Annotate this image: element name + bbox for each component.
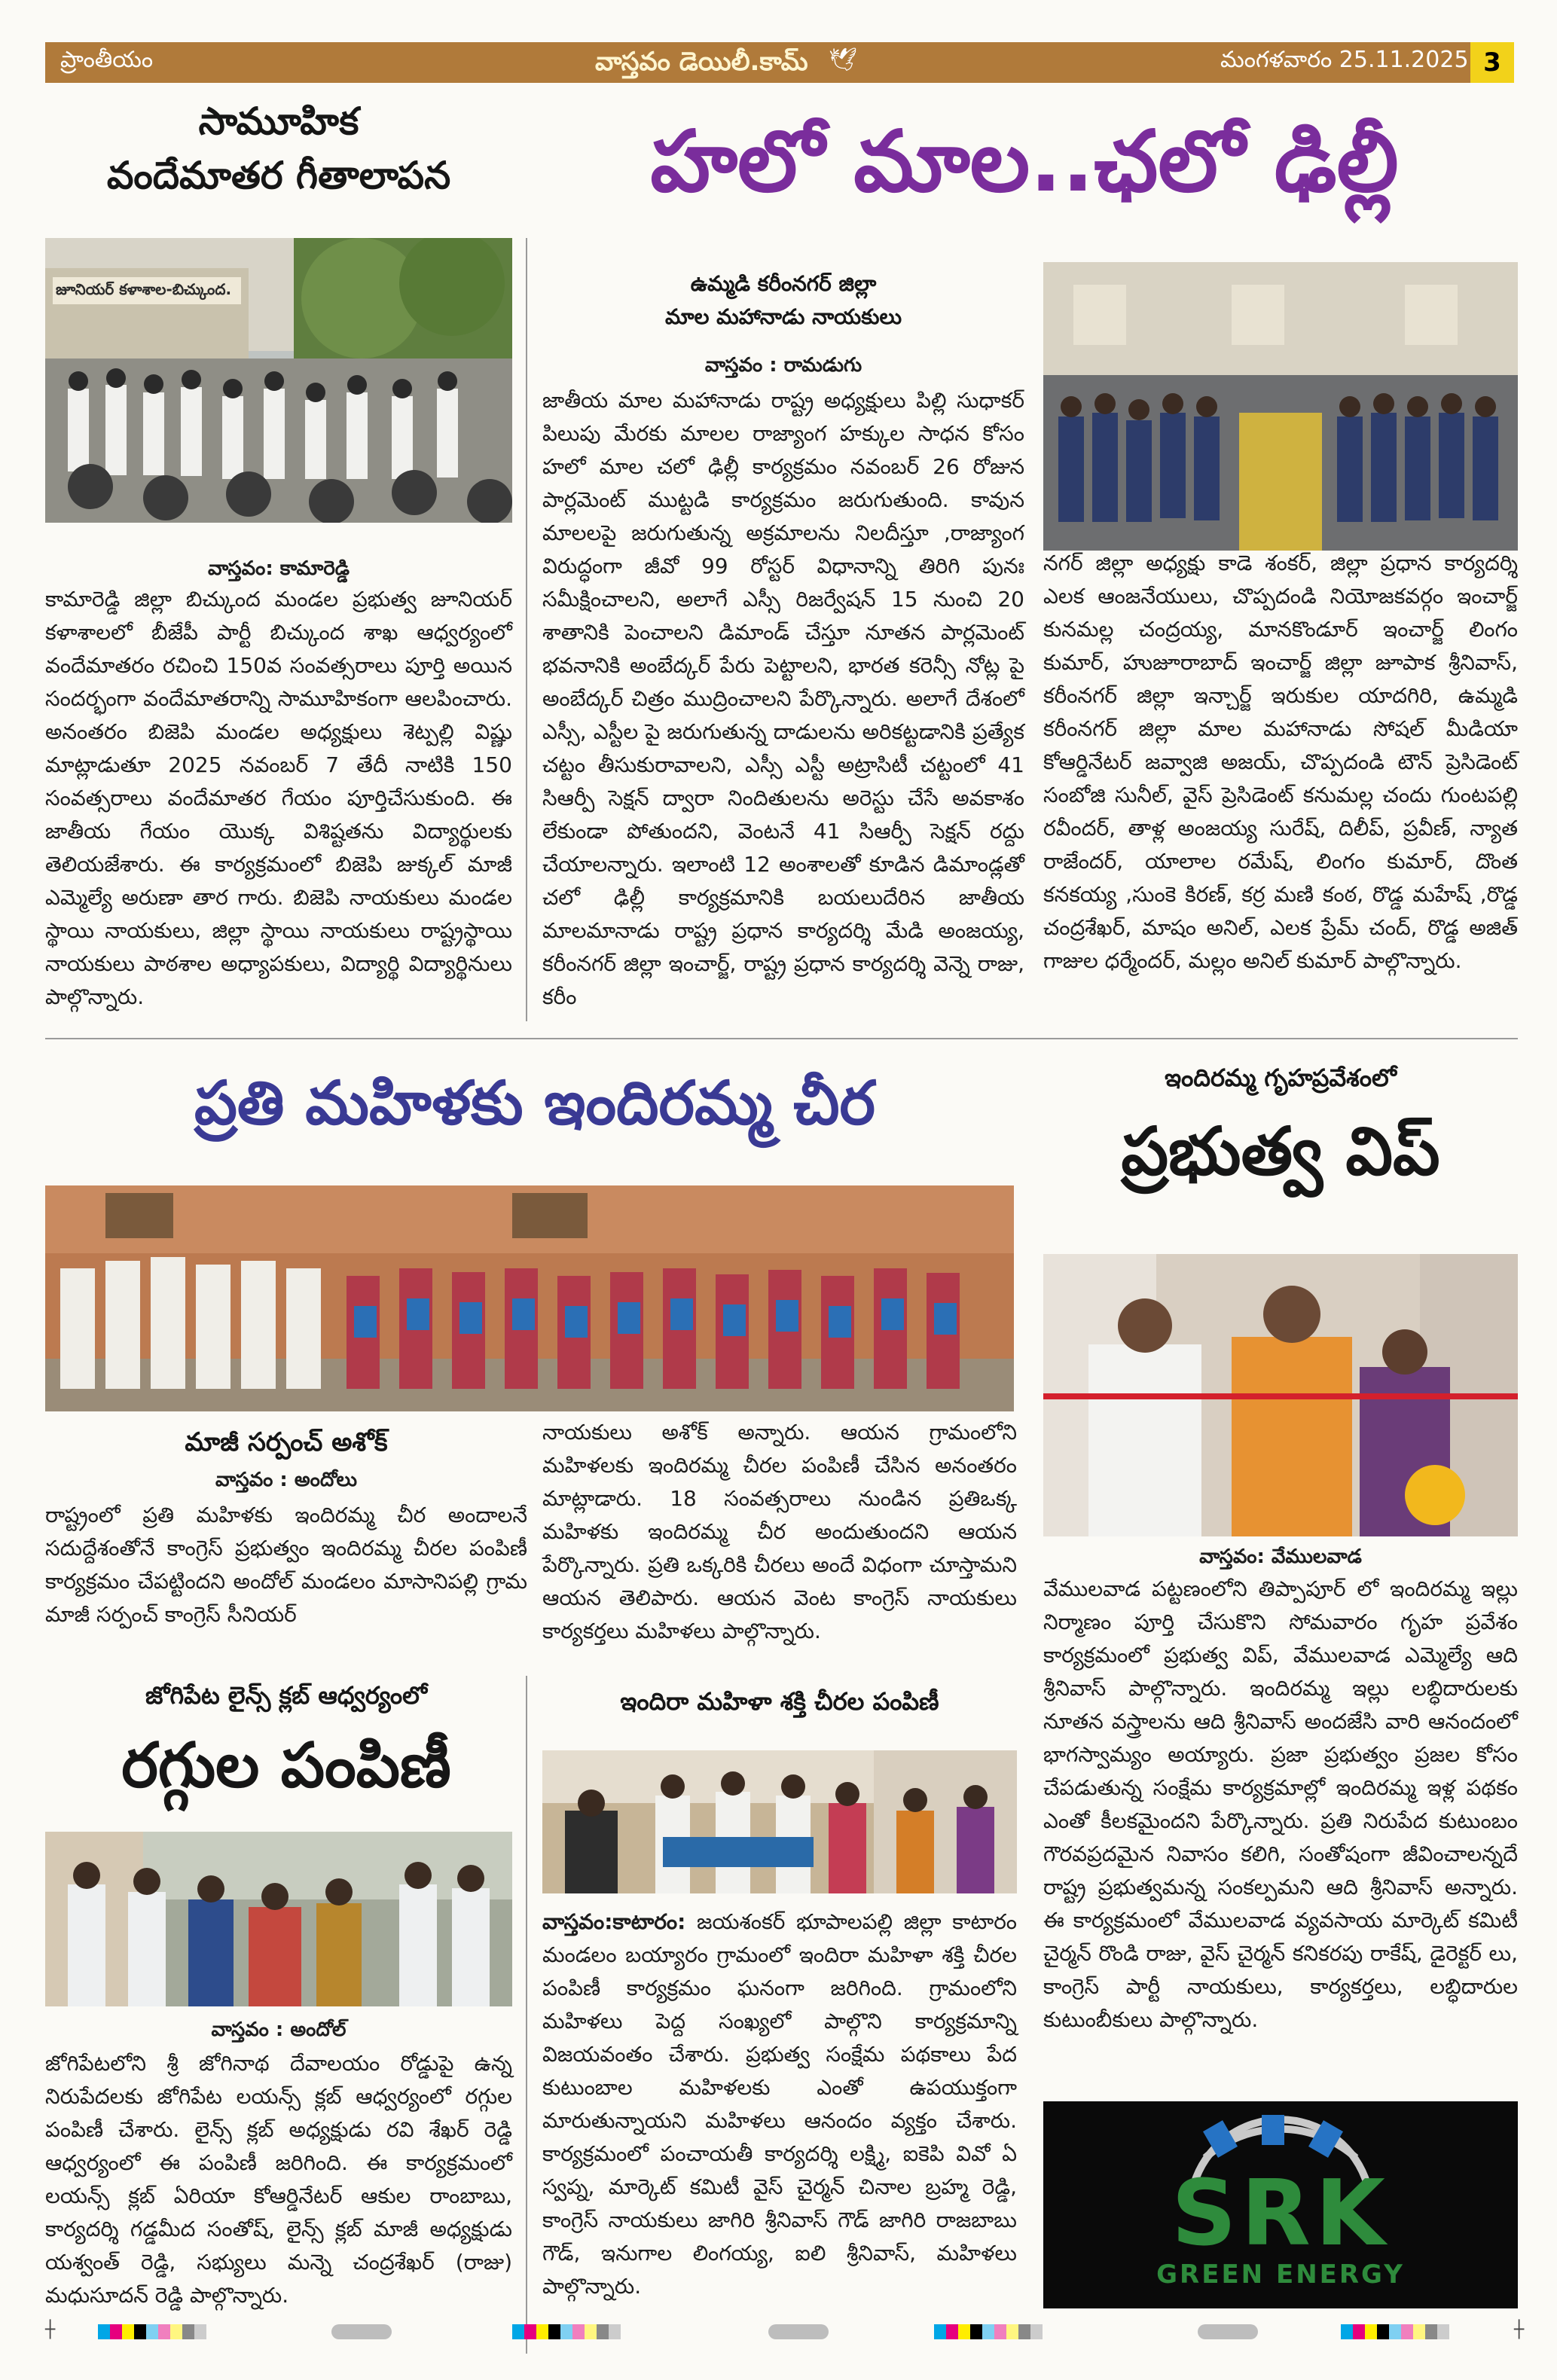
cheera-body-col1: రాష్ట్రంలో ప్రతి మహిళకు ఇందిరమ్మ చీర అందాలనే సదుద్దేశంతోనే కాంగ్రెస్ ప్రభుత్వం ఇందిరమ్మ చీరల పంపిణీ కార్యక్రమం చేపట్టిందని అందోల్ మండలం మాసానిపల్లి గ్రామ మాజీ సర్పంచ్ కాంగ్రెస్ సీనియర్ — [45, 1503, 527, 1627]
section-label: ప్రాంతీయం — [60, 47, 154, 73]
vip-dateline: వాస్తవం: వేములవాడ — [1199, 1545, 1362, 1568]
mahila-body — [542, 1906, 1017, 2342]
registration-mark-icon: ┼ — [1514, 2320, 1525, 2339]
column-rule — [526, 1676, 527, 2354]
ruggulu-headline: రగ్గుల పంపిణీ — [121, 1730, 451, 1802]
delhi-headline: హలో మాల..ఛలో ఢిల్లీ — [650, 113, 1399, 211]
page-header-bar — [45, 42, 1514, 83]
vande-photo — [45, 238, 512, 523]
column-rule — [526, 238, 527, 1021]
delhi-body-col1: జాతీయ మాల మహానాడు రాష్ట్ర అధ్యక్షులు పిల్లి సుధాకర్ పిలుపు మేరకు మాలల రాజ్యాంగ హక్కుల సాధన కోసం హలో మాల చలో ఢిల్లీ కార్యక్రమం నవంబర్ 26 రోజున పార్లమెంట్ ముట్టడి కార్యక్రమం జరుగుతుంది. కావున మాలలపై జరుగుతున్న అక్రమాలను నిలదీస్తూ ,రాజ్యాంగ విరుద్ధంగా జీవో 99 రోస్టర్ విధానాన్ని తిరిగి పునః సమీక్షించాలని, అలాగే ఎస్సీ రిజర్వేషన్ 15 నుంచి 20 శాతానికి పెంచాలని డిమాండ్ చేస్తూ నూతన పార్లమెంట్ భవనానికి అంబేద్కర్ పేరు పెట్టాలని, భారత కరెన్సీ నోట్ల పై అంబేద్కర్ చిత్రం ముద్రించాలని పేర్కొన్నారు. అలాగే దేశంలో ఎస్సీ, ఎస్టీల పై జరుగుతున్న దాడులను అరికట్టడానికి ప్రత్యేక చట్టం తీసుకురావాలని, ఎస్సీ ఎస్టీ అట్రాసిటీ చట్టంలో 41 సిఆర్పీ సెక్షన్ ద్వారా నిందితులను అరెస్టు చేసే అవకాశం లేకుండా పోతుందని, వెంటనే 41 సిఆర్పీ సెక్షన్ రద్దు చేయాలన్నారు. ఇలాంటి 12 అంశాలతో కూడిన డిమాండ్లతో చలో ఢిల్లీ కార్యక్రమానికి బయలుదేరిన జాతీయ మాలమానాడు రాష్ట్ర ప్రధాన కార్యదర్శి మేడి అంజయ్య, కరీంనగర్ జిల్లా ఇంచార్జ్, రాష్ట్ర ప్రధాన కార్యదర్శి వెన్నె రాజు, కరీం — [542, 388, 1024, 1009]
delhi-dateline: వాస్తవం : రామడుగు — [704, 354, 862, 377]
vip-body: వేములవాడ పట్టణంలోని తిప్పాపూర్ లో ఇందిరమ్మ ఇల్లు నిర్మాణం పూర్తి చేసుకొని సోమవారం గృహ ప్రవేశం కార్యక్రమంలో ప్రభుత్వ విప్, వేములవాడ ఎమ్మెల్యే ఆది శ్రీనివాస్ పాల్గొన్నారు. ఇందిరమ్మ ఇల్లు లబ్ధిదారులకు నూతన వస్త్రాలను ఆది శ్రీనివాస్ అందజేసి వారి ఆనందంలో భాగస్వామ్యం అయ్యారు. ప్రజా ప్రభుత్వం ప్రజల కోసం చేపడుతున్న సంక్షేమ కార్యక్రమాల్లో ఇందిరమ్మ ఇళ్ల పథకం ఎంతో కీలకమైందని పేర్కొన్నారు. ప్రతి నిరుపేద కుటుంబం గౌరవప్రదమైన నివాసం కలిగి, సంతోషంగా జీవించాలన్నదే రాష్ట్ర ప్రభుత్వమన్న సంకల్పమని ఆది శ్రీనివాస్ అన్నారు. ఈ కార్యక్రమంలో వేములవాడ వ్యవసాయ మార్కెట్ కమిటీ చైర్మన్ రొండి రాజు, వైస్ చైర్మన్ కనికరపు రాకేష్, డైరెక్టర్ లు, కాంగ్రెస్ పార్టీ నాయకులు, కార్యకర్తలు, లబ్ధిదారుల కుటుంబీకులు పాల్గొన్నారు. — [1043, 1576, 1518, 2032]
header-date: మంగళవారం 25.11.2025 — [1220, 47, 1469, 73]
vande-body: కామారెడ్డి జిల్లా బిచ్కుంద మండల ప్రభుత్వ జూనియర్ కళాశాలలో బీజేపీ పార్టీ బిచ్కుంద శాఖ ఆధ్వర్యంలో వందేమాతరం రచించి 150వ సంవత్సరాలు పూర్తి అయిన సందర్భంగా వందేమాతరాన్ని సామూహికంగా ఆలపించారు. అనంతరం బిజెపి మండల అధ్యక్షులు శెట్పల్లి విష్ణు మాట్లాడుతూ 2025 నవంబర్ 7 తేదీ నాటికి 150 సంవత్సరాలు వందేమాతర గేయం పూర్తిచేసుకుంది. ఈ జాతీయ గేయం యొక్క విశిష్టతను విద్యార్థులకు తెలియజేశారు. ఈ కార్యక్రమంలో బిజెపి జుక్కల్ మాజీ ఎమ్మెల్యే అరుణా తార గారు. బిజెపి నాయకులు మండల స్థాయి నాయకులు, జిల్లా స్థాయి నాయకులు రాష్ట్రస్థాయి నాయకులు పాఠశాల అధ్యాపకులు, విద్యార్థి విద్యార్థినులు పాల్గొన్నారు. — [45, 587, 512, 1009]
registration-mark-icon: ┼ — [45, 2320, 56, 2339]
color-bar — [1198, 2324, 1258, 2339]
color-bar — [512, 2324, 621, 2339]
mahila-headline: ఇందిరా మహిళా శక్తి చీరల పంపిణీ — [620, 1687, 939, 1716]
vande-headline-line2: వందేమాతర గీతాలాపన — [106, 154, 451, 197]
delhi-subhead-line2: మాల మహానాడు నాయకులు — [664, 304, 902, 329]
masthead: వాస్తవం డెయిలీ.కామ్ — [595, 47, 808, 77]
color-bar — [331, 2324, 392, 2339]
mahila-dateline: వాస్తవం:కాటారం: — [542, 1909, 686, 1934]
page-number: 3 — [1470, 42, 1514, 83]
ruggulu-dateline: వాస్తవం : అందోల్ — [211, 2018, 347, 2041]
cheera-photo — [45, 1185, 1014, 1411]
college-signboard: జూనియర్ కళాశాల-బిచ్కుంద. — [56, 280, 232, 298]
cheera-headline: ప్రతి మహిళకు ఇందిరమ్మ చీర — [194, 1068, 875, 1138]
delhi-photo — [1043, 262, 1518, 551]
mahila-body-text: జయశంకర్ భూపాలపల్లి జిల్లా కాటారం మండలం బయ్యారం గ్రామంలో ఇందిరా మహిళా శక్తి చీరల పంపిణీ కార్యక్రమం ఘనంగా జరిగింది. గ్రామంలోని మహిళలు పెద్ద సంఖ్యలో పాల్గొని కార్యక్రమాన్ని విజయవంతం చేశారు. ప్రభుత్వ సంక్షేమ పథకాలు పేద కుటుంబాల మహిళలకు ఎంతో ఉపయుక్తంగా మారుతున్నాయని మహిళలు ఆనందం వ్యక్తం చేశారు. కార్యక్రమంలో పంచాయతీ కార్యదర్శి లక్ష్మి, ఐకెపి వివో ఏ స్వప్న, మార్కెట్ కమిటీ వైస్ చైర్మన్ చినాల బ్రహ్మ రెడ్డి, కాంగ్రెస్ నాయకులు జాగిరి శ్రీనివాస్ గౌడ్ జాగిరి రాజబాబు గౌడ్, ఇనుగాల లింగయ్య, ఐలి శ్రీనివాస్, మహిళలు పాల్గొన్నారు. — [542, 1909, 1017, 2299]
delhi-subhead — [542, 267, 1024, 334]
color-bar — [768, 2324, 829, 2339]
srk-logo: SRK — [1171, 2162, 1390, 2266]
cheera-dateline: వాస్తవం : అందోలు — [215, 1469, 357, 1491]
delhi-body-col2: నగర్ జిల్లా అధ్యక్షు కాడె శంకర్, జిల్లా ప్రధాన కార్యదర్శి ఎలక ఆంజనేయులు, చొప్పదండి నియోజకవర్గం ఇంచార్జ్ కునమల్ల చంద్రయ్య, మానకొండూర్ ఇంచార్జ్ లింగం కుమార్, హుజూరాబాద్ ఇంచార్జ్ జిల్లా జూపాక శ్రీనివాస్, కరీంనగర్ జిల్లా ఇన్చార్జ్ ఇరుకుల యాదగిరి, ఉమ్మడి కరీంనగర్ జిల్లా మాల మహానాడు సోషల్ మీడియా కోఆర్డినేటర్ జవ్వాజి అజయ్, చొప్పదండి టౌన్ ప్రెసిడెంట్ సంబోజి సునీల్, వైస్ ప్రెసిడెంట్ కనుమల్ల చందు గుంటపల్లి రవీందర్, తాళ్ల అంజయ్య సురేష్, దిలీప్, ప్రవీణ్, న్యాత రాజేందర్, యాలాల రమేష్, లింగం కుమార్, దొంత కనకయ్య ,సుంకె కిరణ్, కర్ర మణి కంఠ, రొడ్డ మహేష్ ,రొడ్డ చంద్రశేఖర్, మాషం అనిల్, ఎలక ప్రేమ్ చంద్, రొడ్డ అజిత్ గాజుల ధర్మేందర్, మల్లం అనిల్ కుమార్ పాల్గొన్నారు. — [1043, 551, 1518, 973]
bird-icon: 🕊 — [829, 47, 858, 73]
ruggulu-kicker: జోగిపేట లైన్స్ క్లబ్ ఆధ్వర్యంలో — [145, 1681, 427, 1710]
color-bar — [1341, 2324, 1449, 2339]
vande-headline-line1: సామూహిక — [198, 99, 359, 143]
color-bar — [98, 2324, 206, 2339]
srk-tagline: GREEN ENERGY — [1156, 2259, 1405, 2290]
vande-dateline: వాస్తవం: కామారెడ్డి — [207, 557, 350, 580]
vip-photo — [1043, 1254, 1518, 1536]
cheera-body-col2: నాయకులు అశోక్ అన్నారు. ఆయన గ్రామంలోని మహిళలకు ఇందిరమ్మ చీరల పంపిణీ చేసిన అనంతరం మాట్లాడారు. 18 సంవత్సరాలు నుండిన ప్రతిఒక్క మహిళకు ఇందిరమ్మ చీర అందుతుందని ఆయన పేర్కొన్నారు. ప్రతి ఒక్కరికి చీరలు అందే విధంగా చూస్తామని ఆయన తెలిపారు. ఆయన వెంట కాంగ్రెస్ నాయకులు కార్యకర్తలు మహిళలు పాల్గొన్నారు. — [542, 1420, 1017, 1643]
vande-headline — [45, 94, 512, 203]
delhi-subhead-line1: ఉమ్మడి కరీంనగర్ జిల్లా — [690, 271, 877, 296]
vip-kicker: ఇందిరమ్మ గృహప్రవేశంలో — [1165, 1063, 1397, 1092]
mahila-photo — [542, 1750, 1017, 1893]
section-rule — [45, 1038, 1518, 1039]
vip-headline: ప్రభుత్వ విప్ — [1121, 1112, 1440, 1190]
ruggulu-body: జోగిపేటలోని శ్రీ జోగినాథ దేవాలయం రోడ్డుపై ఉన్న నిరుపేదలకు జోగిపేట లయన్స్ క్లబ్ ఆధ్వర్యంలో రగ్గుల పంపిణీ చేశారు. లైన్స్ క్లబ్ అధ్యక్షుడు రవి శేఖర్ రెడ్డి ఆధ్వర్యంలో ఈ పంపిణీ జరిగింది. ఈ కార్యక్రమంలో లయన్స్ క్లబ్ ఏరియా కోఆర్డినేటర్ ఆకుల రాంబాబు, కార్యదర్శి గడ్డమీద సంతోష్, లైన్స్ క్లబ్ మాజీ అధ్యక్షుడు యశ్వంత్ రెడ్డి, సభ్యులు మన్నె చంద్రశేఖర్ (రాజు) మధుసూదన్ రెడ్డి పాల్గొన్నారు. — [45, 2051, 512, 2308]
cheera-subhead: మాజీ సర్పంచ్ అశోక్ — [185, 1427, 388, 1457]
ruggulu-photo — [45, 1832, 512, 2006]
srk-advertisement — [1043, 2101, 1518, 2308]
color-bar — [934, 2324, 1043, 2339]
